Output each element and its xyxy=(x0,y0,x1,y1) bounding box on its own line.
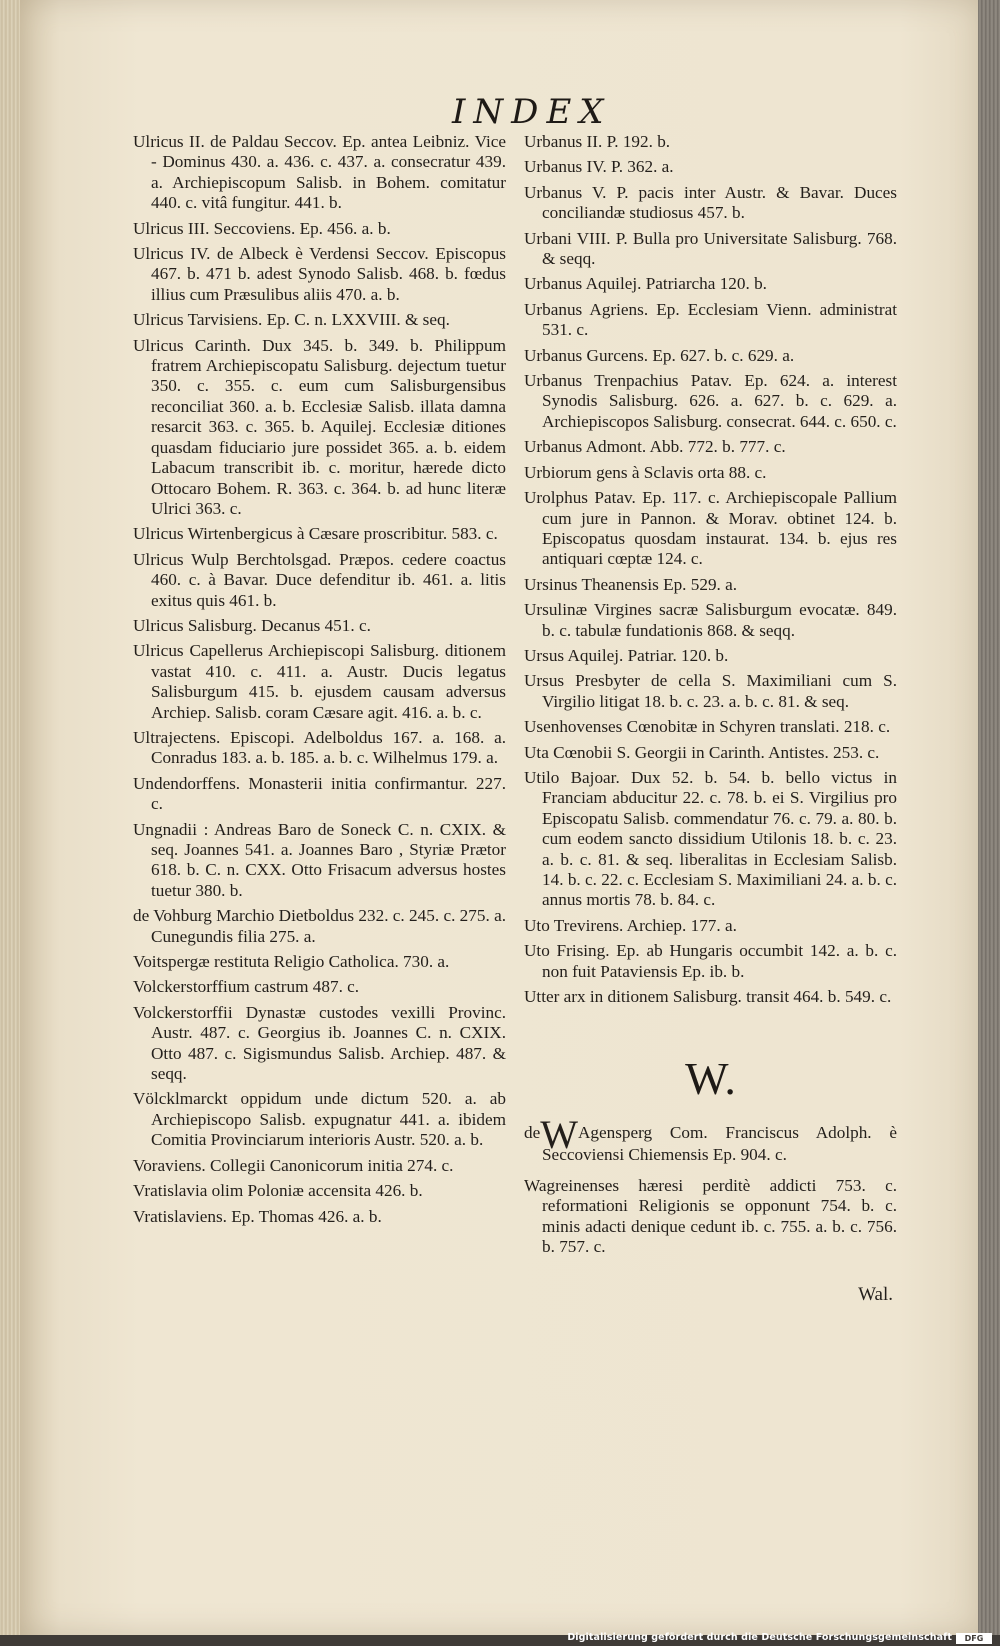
index-entry: Ulricus Capellerus Archiepiscopi Salisburg. ditionem vastat 410. c. 411. a. Austr. Ducis legatus Salisburgum 415. b. ejusdem causam adversus Archiep. Salisb. coram Cæsare agit. 416. a. b. c. xyxy=(133,641,506,722)
index-entry: Ungnadii : Andreas Baro de Soneck C. n. CXIX. & seq. Joannes 541. a. Joannes Baro , Styriæ Prætor 618. b. C. n. CXX. Otto Frisacum adversus hostes tuetur 380. b. xyxy=(133,819,506,900)
index-entry: Urbanus Aquilej. Patriarcha 120. b. xyxy=(524,274,767,294)
index-entry: Urolphus Patav. Ep. 117. c. Archiepiscopale Pallium cum jure in Pannon. & Morav. obtinet 124. b. Episcopatus quosdam instaurat. 134. b. ejus res antiquari cœptæ 124. c. xyxy=(524,488,897,569)
index-entry: Vratislavia olim Poloniæ accensita 426. b. xyxy=(133,1181,423,1201)
entry-prefix: de xyxy=(524,1123,541,1143)
index-entry: Ulricus II. de Paldau Seccov. Ep. antea Leibniz. Vice - Dominus 430. a. 436. c. 437. a. consecratur 439. a. Archiepiscopum Salisb. in Bohem. comitatur 440. c. vitâ fungitur. 441. b. xyxy=(133,132,506,213)
index-entry: Uto Trevirens. Archiep. 177. a. xyxy=(524,915,737,935)
initial-letter: W xyxy=(540,1112,578,1158)
index-entry: Urbiorum gens à Sclavis orta 88. c. xyxy=(524,462,767,482)
index-entry: Volckerstorffium castrum 487. c. xyxy=(133,977,360,997)
section-letter: W. xyxy=(685,1053,736,1105)
index-entry: Ulricus Wulp Berchtolsgad. Præpos. cedere coactus 460. c. à Bavar. Duce defenditur ib. 461. a. litis exitus quis 461. b. xyxy=(133,549,506,610)
page-header: INDEX xyxy=(452,92,612,132)
page-stack-edge xyxy=(0,0,22,1646)
index-column-right xyxy=(524,132,897,1306)
index-entry: Ulricus Tarvisiens. Ep. C. n. LXXVIII. & seq. xyxy=(133,310,450,330)
index-entry: Urbanus V. P. pacis inter Austr. & Bavar. Duces conciliandæ studiosus 457. b. xyxy=(524,182,897,223)
index-entry: de Vohburg Marchio Dietboldus 232. c. 245. c. 275. a. Cunegundis filia 275. a. xyxy=(133,906,506,946)
entry-text: Agensperg Com. Franciscus Adolph. è Seccoviensi Chiemensis Ep. 904. c. xyxy=(542,1123,897,1165)
index-entry: Urbani VIII. P. Bulla pro Universitate Salisburg. 768. & seqq. xyxy=(524,228,897,269)
right-entries xyxy=(524,132,897,1007)
index-entry: Ursinus Theanensis Ep. 529. a. xyxy=(524,574,738,594)
index-entry: Ultrajectens. Episcopi. Adelboldus 167. a. 168. a. Conradus 183. a. b. 185. a. b. c. Wilhelmus 179. a. xyxy=(133,727,506,768)
index-entry: Ulricus Wirtenbergicus à Cæsare proscribitur. 583. c. xyxy=(133,524,498,544)
w-entries xyxy=(524,1112,897,1257)
index-entry: Undendorffens. Monasterii initia confirmantur. 227. c. xyxy=(133,773,506,814)
book-cover-edge xyxy=(978,0,1000,1635)
index-entry: Ulricus IV. de Albeck è Verdensi Seccov. Episcopus 467. b. 471 b. adest Synodo Salisb. 468. b. fœdus illius cum Præsulibus aliis 470. a. b. xyxy=(133,244,506,304)
index-entry: Ursus Aquilej. Patriar. 120. b. xyxy=(524,645,729,665)
entry-text: Wagreinenses hæresi perditè addicti 753. c. reformationi Religionis se opponunt 754. b. c. minis adacti denique cedunt ib. c. 755. a. b. c. 756. b. 757. c. xyxy=(524,1175,897,1257)
index-entry: Urbanus Admont. Abb. 772. b. 777. c. xyxy=(524,437,786,457)
index-entry: Usenhovenses Cœnobitæ in Schyren translati. 218. c. xyxy=(524,717,891,737)
index-entry-w xyxy=(524,1176,897,1258)
index-entry: Urbanus Trenpachius Patav. Ep. 624. a. interest Synodis Salisburg. 626. a. 627. b. c. 629. a. Archiepiscopos Salisburg. consecrat. 644. c. 650. c. xyxy=(524,371,897,431)
footer-text: Digitalisierung gefördert durch die Deutsche Forschungsgemeinschaft xyxy=(567,1632,952,1643)
catchword: Wal. xyxy=(858,1284,893,1306)
index-entry: Urbanus II. P. 192. b. xyxy=(524,132,671,151)
index-entry: Ursus Presbyter de cella S. Maximiliani cum S. Virgilio litigat 18. b. c. 23. a. b. c. 81. & seq. xyxy=(524,671,897,711)
index-entry: Utilo Bajoar. Dux 52. b. 54. b. bello victus in Franciam abducitur 22. c. 78. b. ei S. Virgilius pro Episcopatu Salisb. commendatur 76. c. 79. a. 80. b. cum eodem sancto dissidium Utilonis 18. b. c. 23. a. b. c. 81. & seq. liberalitas in Ecclesiam Salisb. 14. b. c. 22. c. Ecclesiam S. Maximiliani 24. a. b. c. annus mortis 78. b. 84. c. xyxy=(524,767,897,910)
index-entry: Urbanus Gurcens. Ep. 627. b. c. 629. a. xyxy=(524,345,795,365)
index-entry: Uto Frising. Ep. ab Hungaris occumbit 142. a. b. c. non fuit Pataviensis Ep. ib. b. xyxy=(524,941,897,981)
index-entry: Ulricus Carinth. Dux 345. b. 349. b. Philippum fratrem Archiepiscopatu Salisburg. dejectum tuetur 350. c. 355. c. eum cum Salisburgensibus reconciliat 360. a. b. Ecclesiæ Salisb. illata damna resarcit 363. c. 365. b. Aquilej. Ecclesiæ ditiones quasdam fiduciario jure possidet 365. a. b. eidem Labacum transcribit ib. c. moritur, hærede dicto Ottocaro Bohem. R. 363. c. 364. b. ad hunc literæ Ulrici 363. c. xyxy=(133,335,506,518)
index-entry: Ulricus Salisburg. Decanus 451. c. xyxy=(133,615,371,635)
index-entry: Ulricus III. Seccoviens. Ep. 456. a. b. xyxy=(133,218,391,238)
index-entry: Vratislaviens. Ep. Thomas 426. a. b. xyxy=(133,1206,382,1226)
dfg-logo: DFG xyxy=(956,1633,992,1644)
index-entry: Urbanus Agriens. Ep. Ecclesiam Vienn. administrat 531. c. xyxy=(524,299,897,340)
index-entry: Volckerstorffii Dynastæ custodes vexilli Provinc. Austr. 487. c. Georgius ib. Joannes C. n. CXIX. Otto 487. c. Sigismundus Salisb. Archiep. 487. & seqq. xyxy=(133,1002,506,1084)
index-entry: Utter arx in ditionem Salisburg. transit 464. b. 549. c. xyxy=(524,987,892,1007)
index-entry: Völcklmarckt oppidum unde dictum 520. a. ab Archiepiscopo Salisb. expugnatur 441. a. ibidem Comitia Provinciarum interioris Austr. 520. a. b. xyxy=(133,1089,506,1150)
index-column-left xyxy=(133,132,506,1232)
index-entry-w xyxy=(524,1112,897,1165)
index-entry: Voraviens. Collegii Canonicorum initia 274. c. xyxy=(133,1155,454,1175)
index-entry: Urbanus IV. P. 362. a. xyxy=(524,157,674,177)
index-entry: Uta Cœnobii S. Georgii in Carinth. Antistes. 253. c. xyxy=(524,742,880,762)
index-entry: Ursulinæ Virgines sacræ Salisburgum evocatæ. 849. b. c. tabulæ fundationis 868. & seqq. xyxy=(524,600,897,640)
index-entry: Voitspergæ restituta Religio Catholica. 730. a. xyxy=(133,952,450,972)
